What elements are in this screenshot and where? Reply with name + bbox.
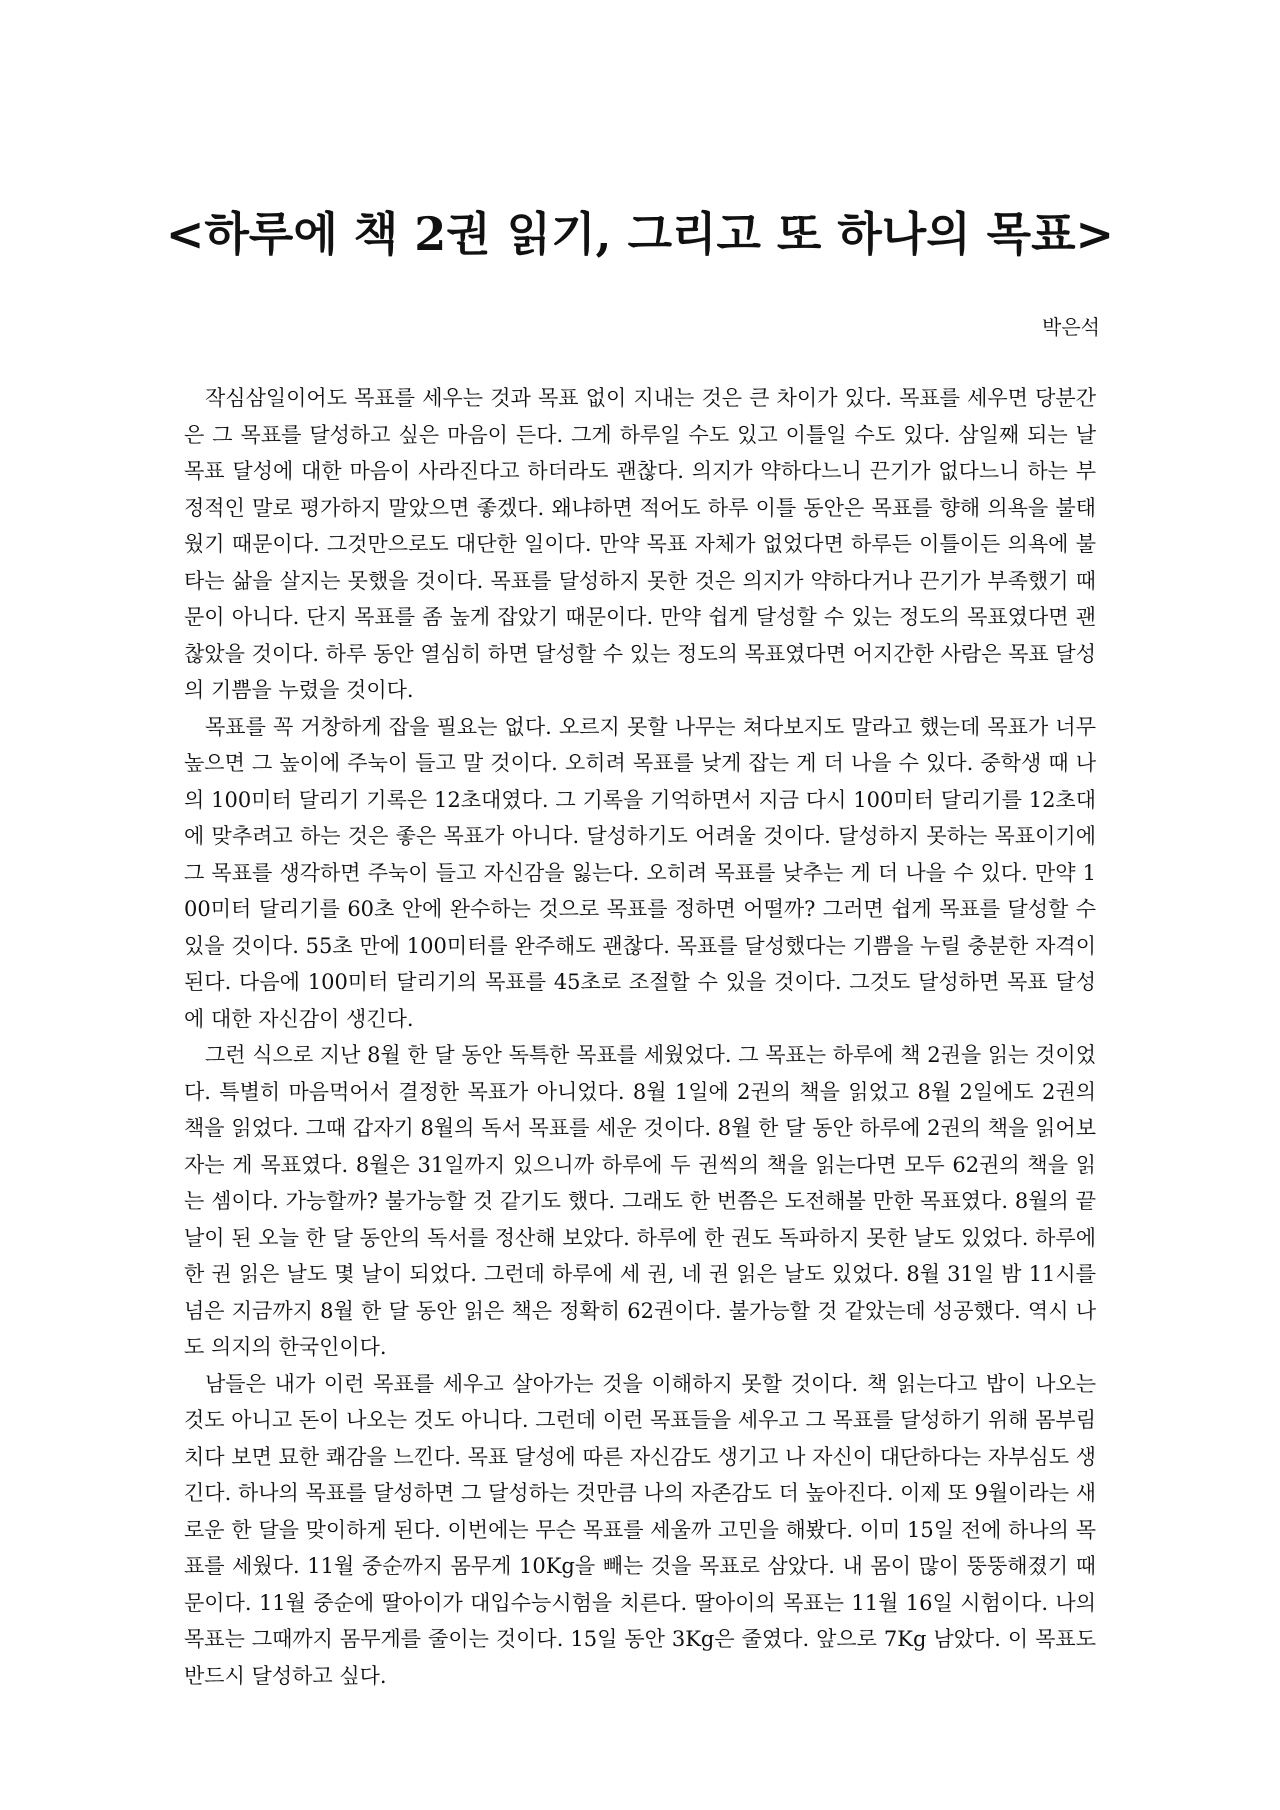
- paragraph: 남들은 내가 이런 목표를 세우고 살아가는 것을 이해하지 못할 것이다. 책 읽는다고 밥이 나오는 것도 아니고 돈이 나오는 것도 아니다. 그런데 이런 목표들을 세우고 그 목표를 달성하기 위해 몸부림치다 보면 묘한 쾌감을 느낀다. 목표 달성에 따른 자신감도 생기고 나 자신이 대단하다는 자부심도 생긴다. 하나의 목표를 달성하면 그 달성하는 것만큼 나의 자존감도 더 높아진다. 이제 또 9월이라는 새로운 한 달을 맞이하게 된다. 이번에는 무슨 목표를 세울까 고민을 해봤다. 이미 15일 전에 하나의 목표를 세웠다. 11월 중순까지 몸무게 10Kg을 빼는 것을 목표로 삼았다. 내 몸이 많이 뚱뚱해졌기 때문이다. 11월 중순에 딸아이가 대입수능시험을 치른다. 딸아이의 목표는 11월 16일 시험이다. 나의 목표는 그때까지 몸무게를 줄이는 것이다. 15일 동안 3Kg은 줄였다. 앞으로 7Kg 남았다. 이 목표도 반드시 달성하고 싶다.: [184, 1371, 1096, 1688]
- author-name: 박은석: [1042, 315, 1100, 339]
- paragraph: 그런 식으로 지난 8월 한 달 동안 독특한 목표를 세웠었다. 그 목표는 하루에 책 2권을 읽는 것이었다. 특별히 마음먹어서 결정한 목표가 아니었다. 8월 1일에 2권의 책을 읽었고 8월 2일에도 2권의 책을 읽었다. 그때 갑자기 8월의 독서 목표를 세운 것이다. 8월 한 달 동안 하루에 2권의 책을 읽어보자는 게 목표였다. 8월은 31일까지 있으니까 하루에 두 권씩의 책을 읽는다면 모두 62권의 책을 읽는 셈이다. 가능할까? 불가능할 것 같기도 했다. 그래도 한 번쯤은 도전해볼 만한 목표였다. 8월의 끝날이 된 오늘 한 달 동안의 독서를 정산해 보았다. 하루에 한 권도 독파하지 못한 날도 있었다. 하루에 한 권 읽은 날도 몇 날이 되었다. 그런데 하루에 세 권, 네 권 읽은 날도 있었다. 8월 31일 밤 11시를 넘은 지금까지 8월 한 달 동안 읽은 책은 정확히 62권이다. 불가능할 것 같았는데 성공했다. 역시 나도 의지의 한국인이다.: [184, 1043, 1096, 1359]
- document-title: <하루에 책 2권 읽기, 그리고 또 하나의 목표>: [165, 207, 1115, 261]
- paragraph: 작심삼일이어도 목표를 세우는 것과 목표 없이 지내는 것은 큰 차이가 있다. 목표를 세우면 당분간은 그 목표를 달성하고 싶은 마음이 든다. 그게 하루일 수도 있고 이틀일 수도 있다. 삼일째 되는 날 목표 달성에 대한 마음이 사라진다고 하더라도 괜찮다. 의지가 약하다느니 끈기가 없다느니 하는 부정적인 말로 평가하지 말았으면 좋겠다. 왜냐하면 적어도 하루 이틀 동안은 목표를 향해 의욕을 불태웠기 때문이다. 그것만으로도 대단한 일이다. 만약 목표 자체가 없었다면 하루든 이틀이든 의욕에 불타는 삶을 살지는 못했을 것이다. 목표를 달성하지 못한 것은 의지가 약하다거나 끈기가 부족했기 때문이 아니다. 단지 목표를 좀 높게 잡았기 때문이다. 만약 쉽게 달성할 수 있는 정도의 목표였다면 괜찮았을 것이다. 하루 동안 열심히 하면 달성할 수 있는 정도의 목표였다면 어지간한 사람은 목표 달성의 기쁨을 누렸을 것이다.: [184, 386, 1096, 702]
- paragraph: 목표를 꼭 거창하게 잡을 필요는 없다. 오르지 못할 나무는 쳐다보지도 말라고 했는데 목표가 너무 높으면 그 높이에 주눅이 들고 말 것이다. 오히려 목표를 낮게 잡는 게 더 나을 수 있다. 중학생 때 나의 100미터 달리기 기록은 12초대였다. 그 기록을 기억하면서 지금 다시 100미터 달리기를 12초대에 맞추려고 하는 것은 좋은 목표가 아니다. 달성하기도 어려울 것이다. 달성하지 못하는 목표이기에 그 목표를 생각하면 주눅이 들고 자신감을 잃는다. 오히려 목표를 낮추는 게 더 나을 수 있다. 만약 100미터 달리기를 60초 안에 완수하는 것으로 목표를 정하면 어떨까? 그러면 쉽게 목표를 달성할 수 있을 것이다. 55초 만에 100미터를 완주해도 괜찮다. 목표를 달성했다는 기쁨을 누릴 충분한 자격이 된다. 다음에 100미터 달리기의 목표를 45초로 조절할 수 있을 것이다. 그것도 달성하면 목표 달성에 대한 자신감이 생긴다.: [184, 714, 1096, 1031]
- document-body: [184, 380, 1096, 1694]
